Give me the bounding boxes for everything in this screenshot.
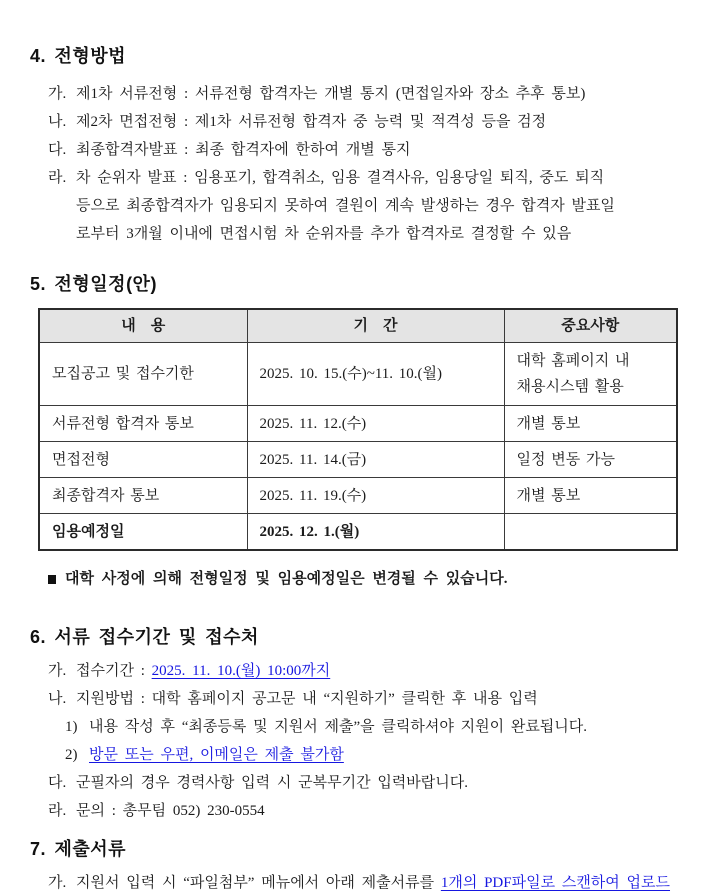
- item-label: 나.: [48, 114, 67, 130]
- item-text: 제1차 서류전형 : 서류전형 합격자는 개별 통지 (면접일자와 장소 추후 통보): [76, 86, 586, 102]
- list-item: [48, 797, 679, 825]
- section-6-heading: 6. 서류 접수기간 및 접수처: [30, 627, 259, 647]
- cell-content: 서류전형 합격자 통보: [39, 406, 247, 442]
- schedule-table: [38, 308, 678, 551]
- item-text-line: 로부터 3개월 이내에 면접시험 차 순위자를 추가 합격자로 결정할 수 있음: [76, 226, 572, 242]
- cell-content: 임용예정일: [39, 514, 247, 551]
- note-text: 대학 사정에 의해 전형일정 및 임용예정일은 변경될 수 있습니다.: [65, 571, 508, 587]
- list-item: [48, 164, 679, 248]
- column-header-note: 중요사항: [504, 309, 677, 343]
- section-7-heading: 7. 제출서류: [30, 839, 127, 859]
- item-label: 다.: [48, 142, 67, 158]
- item-prefix: 접수기간 :: [76, 663, 152, 679]
- list-item: [48, 136, 679, 164]
- list-item: [48, 869, 679, 895]
- list-item: [48, 769, 679, 797]
- item-label: 가.: [48, 663, 67, 679]
- schedule-change-note: [48, 565, 679, 593]
- item-label: 1): [65, 719, 78, 735]
- cell-period: 2025. 11. 12.(수): [247, 406, 504, 442]
- item-text: [76, 657, 679, 685]
- section-6-items: [48, 657, 679, 825]
- cell-note: 개별 통보: [504, 478, 677, 514]
- cell-note: [504, 514, 677, 551]
- cell-period: 2025. 11. 19.(수): [247, 478, 504, 514]
- cell-content: 최종합격자 통보: [39, 478, 247, 514]
- list-item: [48, 685, 679, 713]
- item-text: [76, 164, 679, 248]
- item-text: 내용 작성 후 “최종등록 및 지원서 제출”을 클릭하셔야 지원이 완료됩니다.: [89, 719, 588, 735]
- item-label: 다.: [48, 775, 67, 791]
- list-subitem: [65, 741, 679, 769]
- cell-content: 모집공고 및 접수기한: [39, 343, 247, 406]
- section-5-heading: 5. 전형일정(안): [30, 274, 157, 294]
- cell-note: 일정 변동 가능: [504, 442, 677, 478]
- item-prefix: 지원서 입력 시 “파일첨부” 메뉴에서 아래 제출서류를: [76, 875, 441, 891]
- item-text: 최종합격자발표 : 최종 합격자에 한하여 개별 통지: [76, 142, 411, 158]
- section-4-items: [48, 80, 679, 248]
- column-header-period: 기 간: [247, 309, 504, 343]
- square-bullet-icon: [48, 575, 56, 584]
- item-label: 나.: [48, 691, 67, 707]
- section-7-items: [48, 869, 679, 895]
- cell-note: 개별 통보: [504, 406, 677, 442]
- table-row: [39, 406, 677, 442]
- item-label: 라.: [48, 170, 67, 186]
- no-mail-submission-link[interactable]: 방문 또는 우편, 이메일은 제출 불가함: [89, 747, 344, 763]
- item-label: 가.: [48, 86, 67, 102]
- cell-period: 2025. 11. 14.(금): [247, 442, 504, 478]
- item-text: 군필자의 경우 경력사항 입력 시 군복무기간 입력바랍니다.: [76, 775, 469, 791]
- item-text: 제2차 면접전형 : 제1차 서류전형 합격자 중 능력 및 적격성 등을 검정: [76, 114, 547, 130]
- cell-period: 2025. 12. 1.(월): [247, 514, 504, 551]
- item-text: 지원방법 : 대학 홈페이지 공고문 내 “지원하기” 클릭한 후 내용 입력: [76, 691, 538, 707]
- item-text: [89, 741, 679, 769]
- table-row: [39, 343, 677, 406]
- column-header-content: 내 용: [39, 309, 247, 343]
- item-text-line: 등으로 최종합격자가 임용되지 못하여 결원이 계속 발생하는 경우 합격자 발표일: [76, 198, 615, 214]
- item-label: 라.: [48, 803, 67, 819]
- cell-note: 대학 홈페이지 내 채용시스템 활용: [504, 343, 677, 406]
- section-4-heading: 4. 전형방법: [30, 46, 127, 66]
- list-subitem: [65, 713, 679, 741]
- table-header-row: [39, 309, 677, 343]
- deadline-link[interactable]: 2025. 11. 10.(월) 10:00까지: [151, 663, 331, 679]
- table-row: [39, 514, 677, 551]
- item-text: 문의 : 총무팀 052) 230-0554: [76, 803, 265, 819]
- item-label: 2): [65, 747, 78, 763]
- list-item: [48, 80, 679, 108]
- cell-content: 면접전형: [39, 442, 247, 478]
- list-item: [48, 657, 679, 685]
- item-text: [76, 869, 679, 895]
- item-label: 가.: [48, 875, 67, 891]
- table-row: [39, 442, 677, 478]
- list-item: [48, 108, 679, 136]
- item-text-line: 차 순위자 발표 : 임용포기, 합격취소, 임용 결격사유, 임용당일 퇴직, 중도 퇴직: [76, 170, 605, 186]
- cell-period: 2025. 10. 15.(수)~11. 10.(월): [247, 343, 504, 406]
- pdf-upload-link[interactable]: 1개의 PDF파일로 스캔하여 업로드: [440, 875, 671, 891]
- table-row: [39, 478, 677, 514]
